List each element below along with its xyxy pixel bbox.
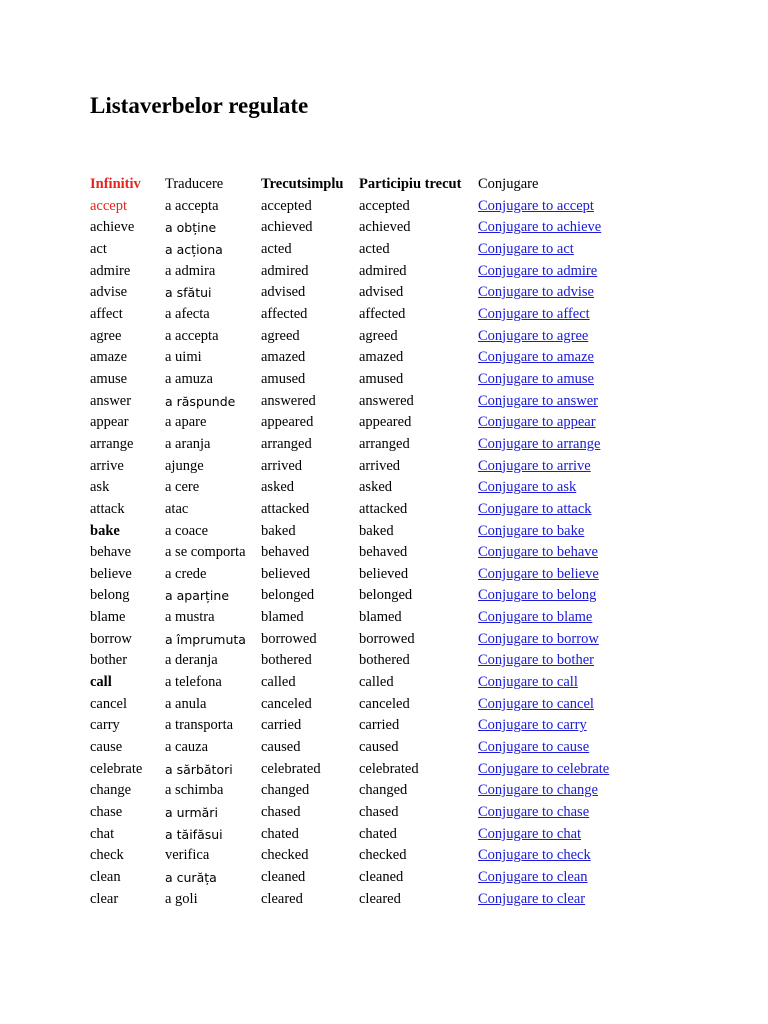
cell-translation: a goli — [165, 890, 198, 907]
cell-infinitive: attack — [90, 500, 125, 517]
table-row — [90, 780, 628, 802]
cell-past-participle: believed — [359, 565, 409, 582]
cell-past-participle: accepted — [359, 197, 410, 214]
cell-translation: a se comporta — [165, 544, 246, 561]
cell-past-simple: canceled — [261, 695, 312, 712]
conjugation-link[interactable]: Conjugare to answer — [478, 392, 598, 409]
cell-past-participle: arrived — [359, 457, 401, 474]
table-row — [90, 542, 628, 564]
cell-translation: a coace — [165, 522, 209, 539]
cell-past-simple: celebrated — [261, 760, 321, 777]
cell-past-simple: cleaned — [261, 869, 306, 885]
cell-past-simple: checked — [261, 847, 309, 864]
cell-conjugation — [478, 715, 628, 737]
cell-past-simple: borrowed — [261, 630, 317, 647]
table-row — [90, 326, 628, 348]
cell-infinitive: accept — [90, 197, 128, 214]
cell-past-simple: attacked — [261, 500, 310, 517]
cell-infinitive: affect — [90, 305, 123, 322]
cell-past-participle: changed — [359, 782, 408, 799]
cell-conjugation — [478, 217, 628, 239]
cell-infinitive: behave — [90, 544, 132, 561]
verb-table — [90, 174, 628, 910]
cell-translation: atac — [165, 500, 189, 517]
cell-conjugation — [478, 867, 628, 889]
cell-translation: a apare — [165, 414, 207, 431]
cell-conjugation — [478, 694, 628, 716]
cell-conjugation — [478, 889, 628, 911]
conjugation-link[interactable]: Conjugare to cancel — [478, 695, 594, 712]
cell-translation: a curăța — [165, 870, 217, 885]
cell-past-participle: amazed — [359, 349, 404, 366]
cell-conjugation — [478, 347, 628, 369]
cell-past-participle: blamed — [359, 609, 402, 626]
conjugation-link[interactable]: Conjugare to amuse — [478, 370, 594, 387]
cell-past-simple: amused — [261, 370, 306, 387]
cell-past-participle: called — [359, 674, 394, 691]
header-infinitive: Infinitiv — [90, 176, 141, 192]
cell-translation: a admira — [165, 262, 216, 279]
conjugation-link[interactable]: Conjugare to arrange — [478, 435, 601, 452]
header-translation: Traducere — [165, 176, 224, 192]
cell-infinitive: arrive — [90, 457, 124, 474]
conjugation-link[interactable]: Conjugare to chat — [478, 825, 582, 842]
conjugation-link[interactable]: Conjugare to accept — [478, 197, 594, 214]
cell-past-simple: behaved — [261, 544, 310, 561]
conjugation-link[interactable]: Conjugare to cause — [478, 739, 590, 756]
cell-conjugation — [478, 759, 628, 781]
cell-past-participle: appeared — [359, 414, 412, 431]
cell-conjugation — [478, 672, 628, 694]
cell-conjugation — [478, 780, 628, 802]
conjugation-link[interactable]: Conjugare to behave — [478, 544, 598, 561]
conjugation-link[interactable]: Conjugare to attack — [478, 500, 592, 517]
conjugation-link[interactable]: Conjugare to believe — [478, 565, 599, 582]
cell-infinitive: clear — [90, 890, 119, 907]
cell-infinitive: cancel — [90, 695, 128, 712]
table-row — [90, 261, 628, 283]
cell-infinitive: ask — [90, 479, 110, 496]
cell-infinitive: cause — [90, 739, 123, 756]
table-header-row — [90, 174, 628, 196]
cell-past-simple: advised — [261, 284, 306, 301]
cell-past-participle: chated — [359, 825, 397, 842]
cell-conjugation — [478, 585, 628, 607]
cell-infinitive: achieve — [90, 219, 135, 236]
conjugation-link[interactable]: Conjugare to appear — [478, 414, 596, 431]
table-row — [90, 412, 628, 434]
cell-conjugation — [478, 326, 628, 348]
table-row — [90, 759, 628, 781]
cell-conjugation — [478, 650, 628, 672]
cell-past-simple: asked — [261, 479, 295, 496]
cell-past-simple: achieved — [261, 219, 313, 236]
cell-translation: a afecta — [165, 305, 210, 322]
cell-infinitive: bother — [90, 652, 128, 669]
cell-infinitive: admire — [90, 262, 131, 279]
cell-infinitive: appear — [90, 414, 129, 431]
cell-past-participle: attacked — [359, 500, 408, 517]
cell-past-simple: affected — [261, 305, 308, 322]
table-row — [90, 585, 628, 607]
page-title: Listaverbelor regulate — [90, 93, 309, 118]
cell-conjugation — [478, 456, 628, 478]
cell-past-participle: agreed — [359, 327, 398, 344]
cell-past-participle: chased — [359, 804, 399, 821]
table-row — [90, 737, 628, 759]
cell-past-participle: celebrated — [359, 760, 419, 777]
cell-past-simple: changed — [261, 782, 310, 799]
header-past-simple: Trecutsimplu — [261, 176, 344, 192]
table-row — [90, 434, 628, 456]
cell-translation: a anula — [165, 695, 207, 712]
cell-translation: verifica — [165, 847, 210, 864]
cell-conjugation — [478, 542, 628, 564]
cell-past-participle: canceled — [359, 695, 410, 712]
cell-past-simple: carried — [261, 717, 302, 734]
cell-past-simple: answered — [261, 392, 316, 409]
cell-infinitive: amaze — [90, 349, 128, 366]
cell-conjugation — [478, 369, 628, 391]
cell-translation: a împrumuta — [165, 631, 246, 647]
table-row — [90, 629, 628, 651]
cell-infinitive: carry — [90, 717, 120, 734]
cell-translation: a accepta — [165, 197, 219, 214]
cell-past-participle: arranged — [359, 435, 410, 452]
cell-infinitive: bake — [90, 522, 120, 539]
table-row — [90, 867, 628, 889]
table-row — [90, 499, 628, 521]
table-row — [90, 824, 628, 846]
cell-past-participle: cleared — [359, 890, 401, 907]
cell-translation: a crede — [165, 565, 207, 582]
cell-past-participle: behaved — [359, 544, 408, 561]
cell-conjugation — [478, 737, 628, 759]
cell-infinitive: act — [90, 240, 107, 257]
conjugation-link[interactable]: Conjugare to call — [478, 674, 578, 691]
conjugation-link[interactable]: Conjugare to borrow — [478, 630, 599, 647]
cell-infinitive: chase — [90, 804, 123, 821]
table-row — [90, 239, 628, 261]
table-row — [90, 477, 628, 499]
conjugation-link[interactable]: Conjugare to belong — [478, 587, 597, 604]
cell-translation: a cauza — [165, 739, 209, 756]
table-row — [90, 672, 628, 694]
conjugation-link[interactable]: Conjugare to carry — [478, 717, 587, 734]
cell-past-simple: acted — [261, 240, 292, 257]
cell-conjugation — [478, 412, 628, 434]
cell-past-participle: borrowed — [359, 630, 415, 647]
cell-past-participle: belonged — [359, 587, 413, 604]
cell-past-participle: achieved — [359, 219, 411, 236]
conjugation-link[interactable]: Conjugare to achieve — [478, 219, 602, 236]
cell-infinitive: clean — [90, 869, 121, 885]
cell-infinitive: call — [90, 674, 112, 691]
cell-past-simple: amazed — [261, 349, 306, 366]
cell-past-participle: acted — [359, 240, 390, 257]
cell-infinitive: check — [90, 847, 124, 864]
conjugation-link[interactable]: Conjugare to bother — [478, 652, 594, 669]
table-row — [90, 456, 628, 478]
cell-infinitive: change — [90, 782, 132, 799]
table-row — [90, 304, 628, 326]
cell-past-participle: admired — [359, 262, 407, 279]
cell-past-simple: belonged — [261, 587, 315, 604]
cell-conjugation — [478, 196, 628, 218]
cell-conjugation — [478, 239, 628, 261]
cell-conjugation — [478, 434, 628, 456]
cell-translation: a obține — [165, 220, 217, 236]
conjugation-link[interactable]: Conjugare to bake — [478, 522, 585, 539]
cell-conjugation — [478, 607, 628, 629]
table-row — [90, 607, 628, 629]
cell-translation: a cere — [165, 479, 200, 496]
cell-conjugation — [478, 629, 628, 651]
conjugation-link[interactable]: Conjugare to check — [478, 847, 591, 864]
cell-conjugation — [478, 521, 628, 543]
conjugation-link[interactable]: Conjugare to clear — [478, 890, 586, 907]
table-row — [90, 802, 628, 824]
conjugation-link[interactable]: Conjugare to change — [478, 782, 598, 799]
conjugation-link[interactable]: Conjugare to clean — [478, 869, 588, 885]
conjugation-link[interactable]: Conjugare to ask — [478, 479, 577, 496]
table-row — [90, 650, 628, 672]
cell-infinitive: chat — [90, 825, 115, 842]
cell-translation: a mustra — [165, 609, 215, 626]
cell-infinitive: agree — [90, 327, 122, 344]
cell-translation: a aranja — [165, 435, 211, 452]
cell-conjugation — [478, 261, 628, 283]
cell-past-simple: bothered — [261, 652, 312, 669]
cell-conjugation — [478, 282, 628, 304]
conjugation-link[interactable]: Conjugare to blame — [478, 609, 593, 626]
cell-translation: a sfătui — [165, 285, 212, 301]
table-row — [90, 564, 628, 586]
table-row — [90, 391, 628, 413]
cell-infinitive: advise — [90, 284, 128, 301]
cell-translation: ajunge — [165, 457, 204, 474]
table-row — [90, 217, 628, 239]
cell-past-simple: baked — [261, 522, 296, 539]
cell-past-participle: amused — [359, 370, 404, 387]
cell-past-participle: cleaned — [359, 869, 404, 885]
cell-conjugation — [478, 824, 628, 846]
cell-infinitive: arrange — [90, 435, 134, 452]
cell-infinitive: answer — [90, 392, 132, 409]
conjugation-link[interactable]: Conjugare to amaze — [478, 349, 594, 366]
cell-translation: a urmări — [165, 805, 218, 821]
cell-past-simple: accepted — [261, 197, 312, 214]
cell-past-simple: arrived — [261, 457, 303, 474]
cell-conjugation — [478, 477, 628, 499]
table-row — [90, 845, 628, 867]
cell-past-participle: answered — [359, 392, 414, 409]
cell-past-participle: bothered — [359, 652, 410, 669]
cell-past-simple: cleared — [261, 890, 303, 907]
table-row — [90, 694, 628, 716]
cell-translation: a aparține — [165, 588, 230, 604]
cell-past-simple: called — [261, 674, 296, 691]
cell-past-participle: caused — [359, 739, 399, 756]
cell-translation: a răspunde — [165, 393, 236, 409]
cell-past-simple: believed — [261, 565, 311, 582]
cell-conjugation — [478, 564, 628, 586]
cell-infinitive: believe — [90, 565, 132, 582]
cell-translation: a tăifăsui — [165, 826, 223, 842]
cell-past-participle: carried — [359, 717, 400, 734]
cell-translation: a transporta — [165, 717, 234, 734]
table-row — [90, 282, 628, 304]
cell-past-simple: admired — [261, 262, 309, 279]
cell-translation: a acționa — [165, 241, 223, 257]
cell-past-participle: advised — [359, 284, 404, 301]
table-row — [90, 347, 628, 369]
cell-infinitive: celebrate — [90, 760, 143, 777]
cell-past-participle: asked — [359, 479, 393, 496]
cell-past-simple: agreed — [261, 327, 300, 344]
conjugation-link[interactable]: Conjugare to chase — [478, 804, 590, 821]
verb-rows — [90, 196, 628, 911]
conjugation-link[interactable]: Conjugare to act — [478, 240, 574, 257]
cell-past-simple: appeared — [261, 414, 314, 431]
cell-past-simple: chated — [261, 825, 299, 842]
table-row — [90, 521, 628, 543]
table-row — [90, 889, 628, 911]
conjugation-link[interactable]: Conjugare to affect — [478, 305, 590, 322]
header-past-participle: Participiu trecut — [359, 176, 462, 192]
cell-conjugation — [478, 391, 628, 413]
cell-conjugation — [478, 802, 628, 824]
table-row — [90, 715, 628, 737]
cell-infinitive: belong — [90, 587, 130, 604]
cell-translation: a sărbători — [165, 761, 233, 777]
cell-translation: a uimi — [165, 349, 202, 366]
cell-past-simple: caused — [261, 739, 301, 756]
conjugation-link[interactable]: Conjugare to advise — [478, 284, 594, 301]
cell-conjugation — [478, 845, 628, 867]
cell-conjugation — [478, 499, 628, 521]
cell-past-participle: checked — [359, 847, 407, 864]
cell-translation: a amuza — [165, 370, 213, 387]
cell-past-simple: blamed — [261, 609, 304, 626]
header-conjugation: Conjugare — [478, 176, 539, 192]
cell-conjugation — [478, 304, 628, 326]
cell-past-simple: chased — [261, 804, 301, 821]
cell-past-participle: affected — [359, 305, 406, 322]
table-row — [90, 196, 628, 218]
cell-infinitive: blame — [90, 609, 126, 626]
table-row — [90, 369, 628, 391]
conjugation-link[interactable]: Conjugare to celebrate — [478, 760, 610, 777]
conjugation-link[interactable]: Conjugare to admire — [478, 262, 598, 279]
conjugation-link[interactable]: Conjugare to agree — [478, 327, 589, 344]
cell-translation: a deranja — [165, 652, 218, 669]
cell-past-simple: arranged — [261, 435, 312, 452]
cell-translation: a schimba — [165, 782, 224, 799]
cell-translation: a telefona — [165, 674, 222, 691]
conjugation-link[interactable]: Conjugare to arrive — [478, 457, 591, 474]
cell-past-participle: baked — [359, 522, 394, 539]
cell-infinitive: amuse — [90, 370, 128, 387]
cell-infinitive: borrow — [90, 630, 132, 647]
cell-translation: a accepta — [165, 327, 219, 344]
